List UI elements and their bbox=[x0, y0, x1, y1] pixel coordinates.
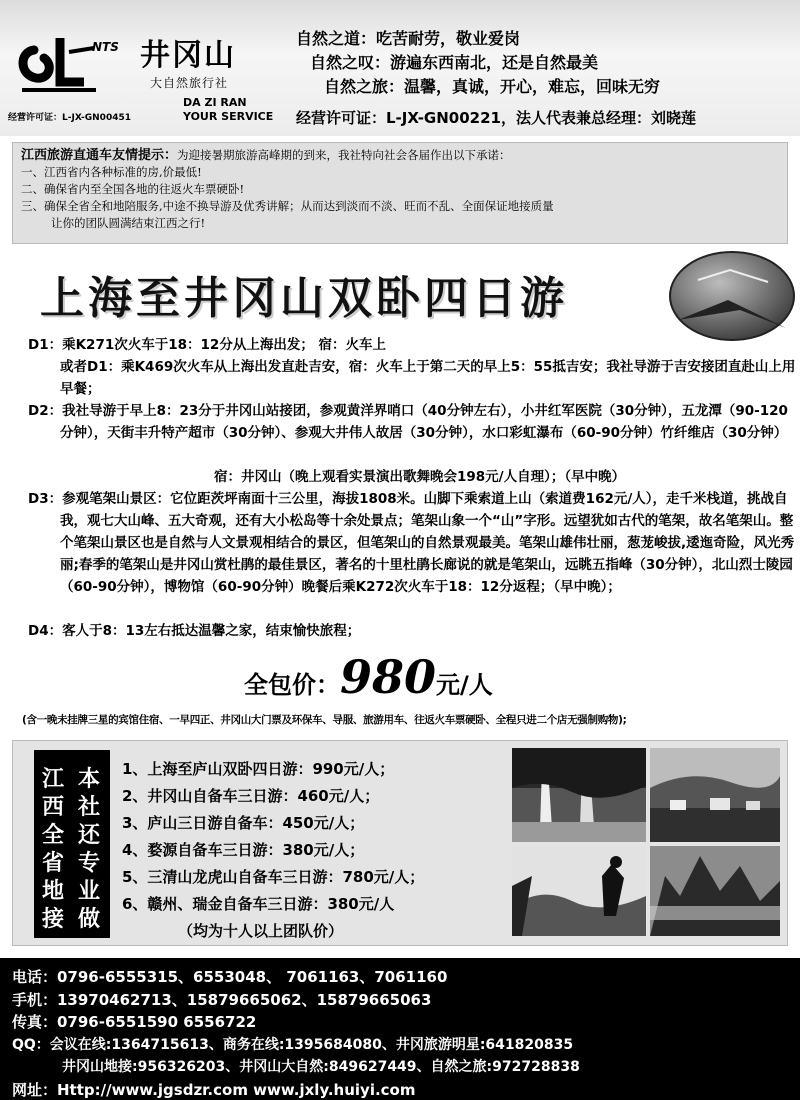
slogan-1: 自然之道：吃苦耐劳，敬业爱岗 bbox=[296, 29, 521, 48]
notice-intro: 为迎接暑期旅游高峰期的到来，我社特向社会各届作出以下承诺： bbox=[177, 148, 511, 162]
notice-box bbox=[12, 142, 788, 244]
itinerary-d1-alt: 或者D1：乘K469次火车从上海出发直赴吉安，宿：火车上于第二天的早上5：55抵吉安；我社导游于吉安接团直赴山上用早餐； bbox=[60, 359, 796, 397]
tour-item: 2、井冈山自备车三日游：460元/人； bbox=[122, 787, 380, 805]
banner-char: 全 bbox=[41, 823, 64, 848]
itinerary-d4: D4：客人于8：13左右抵达温馨之家，结束愉快旅程； bbox=[28, 623, 361, 639]
tour-item: 1、上海至庐山双卧四日游：990元/人； bbox=[122, 760, 395, 778]
banner-char: 地 bbox=[41, 879, 64, 904]
banner-char: 本 bbox=[77, 767, 100, 792]
fax-line: 传真：0796-6551590 6556722 bbox=[12, 1013, 257, 1032]
notice-item: 三、确保全省全和地陪服务,中途不换导游及优秀讲解；从而达到淡而不淡、旺而不乱、全面保证地接质量 bbox=[21, 199, 554, 213]
banner-char: 社 bbox=[77, 795, 100, 820]
misty-mountain-photo bbox=[512, 846, 646, 936]
price-amount: 980 bbox=[340, 650, 437, 704]
notice-heading: 江西旅游直通车友情提示： bbox=[21, 148, 178, 163]
tour-note: （均为十人以上团队价） bbox=[178, 922, 344, 940]
small-license: 经营许可证：L-JX-GN00451 bbox=[8, 113, 131, 123]
price-unit: 元/人 bbox=[436, 671, 493, 699]
itinerary-d2-stay: 宿：井冈山（晚上观看实景演出歌舞晚会198元/人自理）；（早中晚） bbox=[214, 469, 626, 485]
waterfall-photo bbox=[512, 748, 646, 842]
tour-item: 5、三清山龙虎山自备车三日游：780元/人； bbox=[122, 868, 425, 886]
price-inclusions: (含一晚未挂牌三星的宾馆住宿、一早四正、井冈山大门票及环保车、导服、旅游用车、往返火车票硬卧、全程只进二个店无强制购物); bbox=[22, 714, 627, 726]
itinerary-d2: D2：我社导游于早上8：23分于井冈山站接团，参观黄洋界哨口（40分钟左右），小井红军医院（30分钟），五龙潭（90-120分钟），天街丰升特产超市（30分钟）、参观大井伟人故居（30分钟），水口彩虹瀑布（60-90分钟）竹纤维店（30分钟） bbox=[28, 403, 788, 441]
service-banner bbox=[34, 750, 110, 938]
page-title: 上海至井冈山双卧四日游 bbox=[40, 273, 568, 324]
tour-item: 6、赣州、瑞金自备车三日游：380元/人 bbox=[122, 895, 395, 913]
itinerary-d1: D1：乘K271次火车于18：12分从上海出发； 宿：火车上 bbox=[28, 337, 387, 353]
peaks-photo bbox=[650, 846, 780, 936]
license-line: 经营许可证：L-JX-GN00221，法人代表兼总经理：刘晓莲 bbox=[296, 109, 696, 127]
banner-char: 西 bbox=[41, 795, 64, 820]
jinggangshan-emblem-icon bbox=[668, 250, 796, 342]
logo-english-1: DA ZI RAN bbox=[183, 96, 247, 109]
logo-subtitle: 大自然旅行社 bbox=[150, 76, 229, 90]
mobile-line: 手机：13970462713、15879665062、15879665063 bbox=[12, 990, 432, 1009]
notice-item: 一、江西省内各种标准的房,价最低! bbox=[21, 165, 202, 179]
price-label: 全包价： bbox=[244, 671, 340, 699]
notice-item: 二、确保省内至全国各地的往返火车票硬卧! bbox=[21, 182, 245, 196]
slogan-3: 自然之旅：温馨，真诚，开心，难忘，回味无穷 bbox=[324, 77, 661, 96]
website-line: 网址：Http://www.jgsdzr.com www.jxly.huiyi.com bbox=[12, 1080, 416, 1099]
banner-char: 专 bbox=[77, 851, 100, 876]
contact-footer bbox=[0, 958, 800, 1100]
banner-char: 业 bbox=[77, 879, 100, 904]
logo-english-2: YOUR SERVICE bbox=[183, 110, 274, 123]
banner-char: 接 bbox=[41, 907, 64, 932]
package-price bbox=[244, 650, 493, 704]
itinerary-d3: D3：参观笔架山景区：它位距茨坪南面十三公里，海拔1808米。山脚下乘索道上山（索道费162元/人），走千米栈道，挑战自我，观七大山峰、五大奇观，还有大小松岛等十余处景点；笔架山象一个“山”字形。远望犹如古代的笔架，故名笔架山。整个笔架山景区也是自然与人文景观相结合的景区，但笔架山的自然景观最美。笔架山雄伟壮丽，葱茏峻拔,逶迤奇险，风光秀丽;春季的笔架山是井冈山赏杜鹃的最佳景区，著名的十里杜鹃长廊说的就是笔架山，远眺五指峰（30分钟），北山烈士陵园（60-90分钟），博物馆（60-90分钟）晚餐后乘K272次火车于18：12分返程；（早中晚）； bbox=[28, 491, 795, 595]
banner-column-left bbox=[40, 766, 66, 934]
tour-item: 4、婺源自备车三日游：380元/人； bbox=[122, 841, 365, 859]
village-photo bbox=[650, 748, 780, 842]
logo-nts: NTS bbox=[92, 40, 119, 54]
notice-item: 让你的团队圆满结束江西之行! bbox=[51, 216, 206, 230]
slogan-2: 自然之叹：游遍东西南北，还是自然最美 bbox=[310, 53, 599, 72]
qq-line-1: QQ：会议在线:1364715613、商务在线:1395684080、井冈旅游明星:641820835 bbox=[12, 1036, 574, 1053]
banner-char: 还 bbox=[77, 823, 100, 848]
tour-list bbox=[122, 756, 424, 945]
banner-char: 江 bbox=[41, 767, 64, 792]
banner-column-right bbox=[76, 766, 102, 934]
banner-char: 省 bbox=[41, 851, 64, 876]
header bbox=[0, 0, 800, 136]
qq-line-2: 井冈山地接:956326203、井冈山大自然:849627449、自然之旅:972728838 bbox=[62, 1059, 580, 1076]
banner-char: 做 bbox=[77, 907, 100, 932]
logo-name: 井冈山 bbox=[140, 38, 236, 73]
tour-item: 3、庐山三日游自备车：450元/人； bbox=[122, 814, 365, 832]
agency-logo-icon bbox=[14, 30, 104, 100]
phone-line: 电话：0796-6555315、6553048、 7061163、7061160 bbox=[12, 968, 448, 986]
